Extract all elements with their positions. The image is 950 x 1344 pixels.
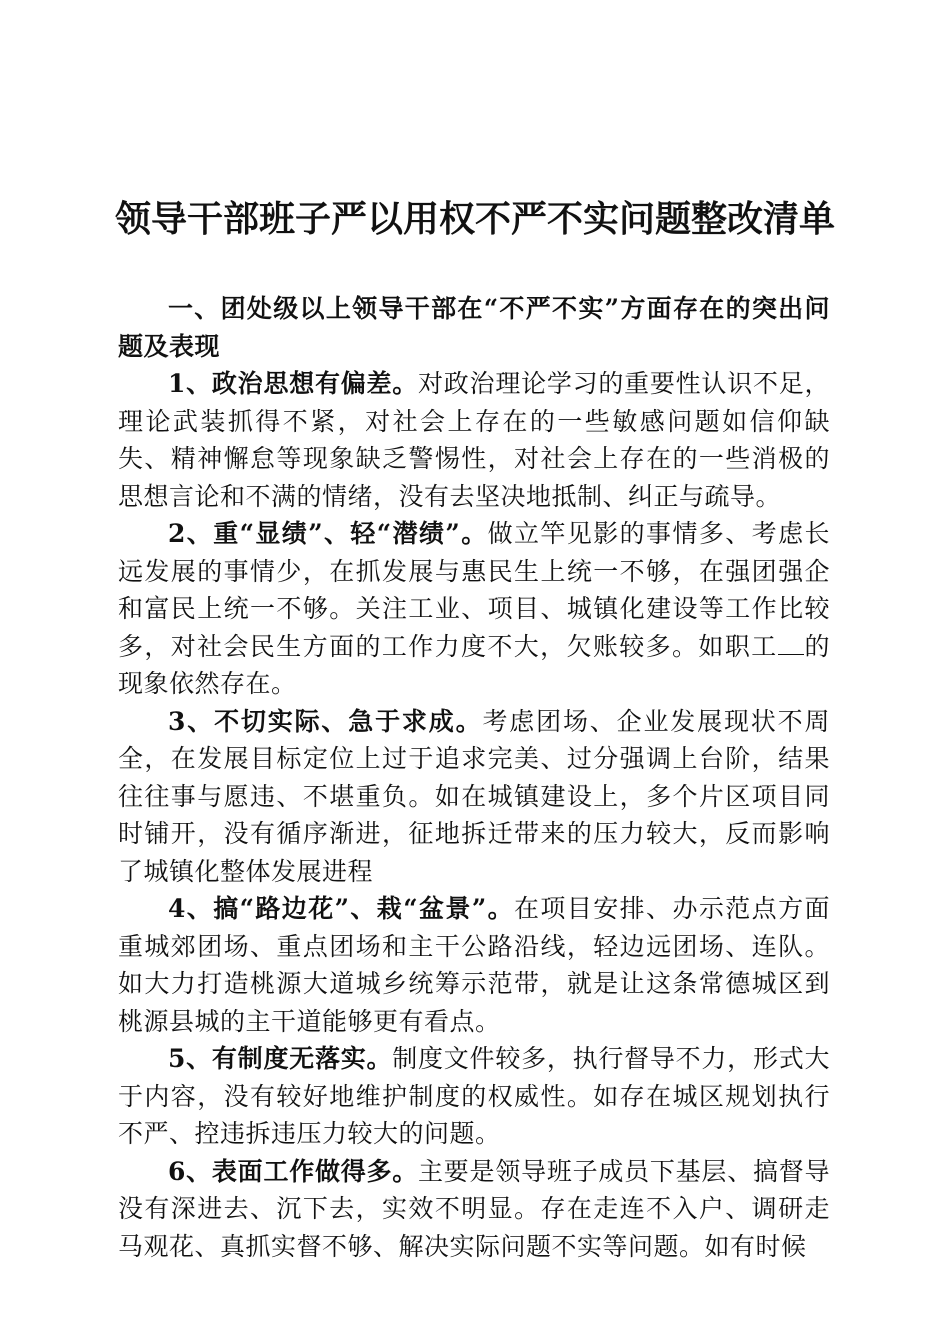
blank-underline (778, 634, 804, 655)
list-item (118, 890, 830, 1040)
list-item (118, 365, 830, 515)
item-lead: 1、政治思想有偏差。 (168, 369, 419, 398)
list-item (118, 1040, 830, 1153)
item-text: 对政治理论学习的重要性认识不足，理论武装抓得不紧，对社会上存在的一些敏感问题如信仰缺失、精神懈怠等现象缺乏警惕性，对社会上存在的一些消极的思想言论和不满的情绪，没有去坚决地抵制、纠正与疏导。 (118, 369, 830, 511)
document-title: 领导干部班子严以用权不严不实问题整改清单 (114, 198, 835, 240)
item-lead: 6、表面工作做得多。 (168, 1156, 419, 1186)
item-lead: 5、有制度无落实。 (168, 1044, 393, 1073)
item-text: 考虑团场、企业发展现状不周全，在发展目标定位上过于追求完美、过分强调上台阶，结果往往事与愿违、不堪重负。如在城镇建设上，多个片区项目同时铺开，没有循序渐进，征地拆迁带来的压力较大，反而影响了城镇化整体发展进程 (118, 706, 830, 886)
item-text-after-blank: 的现象依然存在。 (118, 631, 830, 698)
list-item (118, 703, 830, 891)
section-heading: 一、团处级以上领导干部在“不严不实”方面存在的突出问题及表现 (118, 294, 830, 361)
item-text: 制度文件较多，执行督导不力，形式大于内容，没有较好地维护制度的权威性。如存在城区规划执行不严、控违拆违压力较大的问题。 (118, 1044, 830, 1148)
item-text: 做立竿见影的事情多、考虑长远发展的事情少，在抓发展与惠民生上统一不够，在强团强企和富民上统一不够。关注工业、项目、城镇化建设等工作比较多，对社会民生方面的工作力度不大，欠账较多。如职工 (118, 519, 830, 661)
item-text: 在项目安排、办示范点方面重城郊团场、重点团场和主干公路沿线，轻边远团场、连队。如大力打造桃源大道城乡统筹示范带，就是让这条常德城区到桃源县城的主干道能够更有看点。 (118, 894, 830, 1036)
item-lead: 3、不切实际、急于求成。 (168, 706, 483, 736)
item-lead: 2、重“显绩”、轻“潜绩”。 (168, 519, 488, 548)
list-item (118, 515, 830, 703)
item-text: 主要是领导班子成员下基层、搞督导没有深进去、沉下去，实效不明显。存在走连不入户、调研走马观花、真抓实督不够、解决实际问题不实等问题。如有时候 (118, 1156, 830, 1261)
document-body (118, 290, 830, 1265)
item-lead: 4、搞“路边花”、栽“盆景”。 (168, 894, 515, 923)
list-item (118, 1153, 830, 1266)
